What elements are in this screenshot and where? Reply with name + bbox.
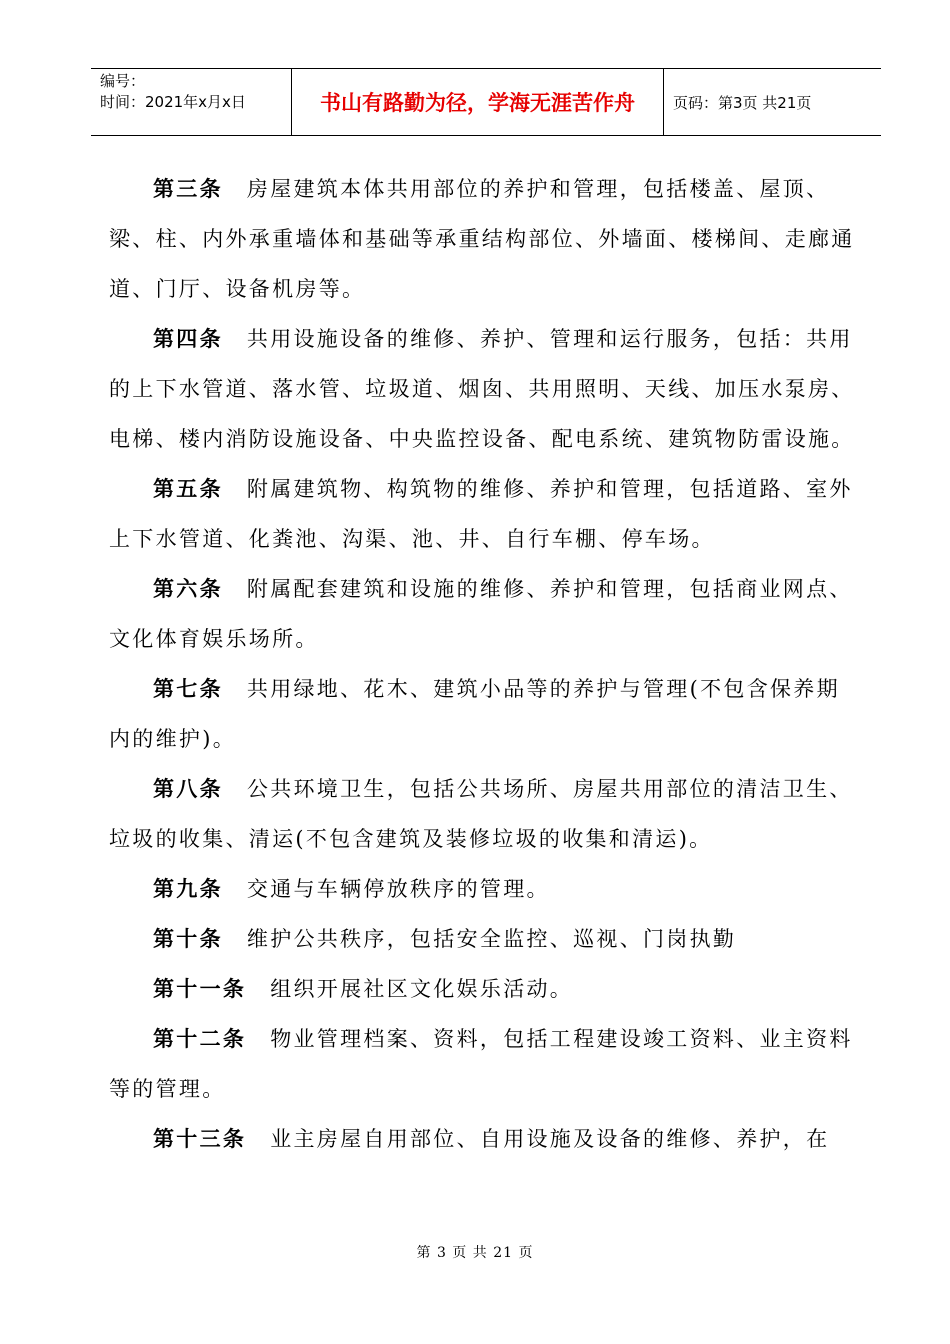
- article-11: [109, 964, 861, 1014]
- article-5: [109, 464, 861, 564]
- article-8: [109, 764, 861, 864]
- article-title: 第九条: [153, 876, 223, 901]
- article-7: [109, 664, 861, 764]
- article-text: 公共环境卫生，包括公共场所、房屋共用部位的清洁卫生、垃圾的收集、清运(不包含建筑及装修垃圾的收集和清运)。: [109, 777, 853, 851]
- article-title: 第十三条: [153, 1126, 247, 1151]
- article-text: 房屋建筑本体共用部位的养护和管理，包括楼盖、屋顶、梁、柱、内外承重墙体和基础等承重结构部位、外墙面、楼梯间、走廊通道、门厅、设备机房等。: [109, 177, 855, 301]
- header-page-info: 页码：第3页 共21页: [673, 93, 812, 112]
- page-footer: 第 3 页 共 21 页: [416, 1245, 534, 1261]
- header-meta: [91, 69, 292, 135]
- document-body: [109, 164, 861, 1164]
- header-motto: 书山有路勤为径，学海无涯苦作舟: [292, 69, 664, 135]
- article-text: 交通与车辆停放秩序的管理。: [246, 877, 550, 901]
- article-title: 第五条: [153, 476, 223, 501]
- article-title: 第六条: [153, 576, 223, 601]
- article-text: 共用设施设备的维修、养护、管理和运行服务，包括：共用的上下水管道、落水管、垃圾道、烟囱、共用照明、天线、加压水泵房、电梯、楼内消防设施设备、中央监控设备、配电系统、建筑物防雷设施。: [109, 327, 855, 451]
- article-12: [109, 1014, 861, 1114]
- article-text: 附属配套建筑和设施的维修、养护和管理，包括商业网点、文化体育娱乐场所。: [109, 577, 853, 651]
- document-date: 时间：2021年x月x日: [100, 93, 246, 111]
- article-text: 物业管理档案、资料，包括工程建设竣工资料、业主资料等的管理。: [109, 1027, 853, 1101]
- article-text: 附属建筑物、构筑物的维修、养护和管理，包括道路、室外上下水管道、化粪池、沟渠、池、井、自行车棚、停车场。: [109, 477, 853, 551]
- article-text: 共用绿地、花木、建筑小品等的养护与管理(不包含保养期内的维护)。: [109, 677, 840, 751]
- article-text: 维护公共秩序，包括安全监控、巡视、门岗执勤: [246, 927, 737, 951]
- article-title: 第七条: [153, 676, 223, 701]
- article-9: [109, 864, 861, 914]
- article-text: 组织开展社区文化娱乐活动。: [270, 977, 574, 1001]
- article-title: 第十一条: [153, 976, 247, 1001]
- article-10: [109, 914, 861, 964]
- article-title: 第三条: [153, 176, 223, 201]
- article-6: [109, 564, 861, 664]
- article-title: 第四条: [153, 326, 223, 351]
- page-header: [91, 68, 881, 136]
- article-title: 第八条: [153, 776, 223, 801]
- article-title: 第十二条: [153, 1026, 247, 1051]
- article-3: [109, 164, 861, 314]
- article-title: 第十条: [153, 926, 223, 951]
- article-4: [109, 314, 861, 464]
- article-13: [109, 1114, 861, 1164]
- document-number-label: 编号：: [100, 72, 146, 90]
- article-text: 业主房屋自用部位、自用设施及设备的维修、养护，在: [270, 1127, 830, 1151]
